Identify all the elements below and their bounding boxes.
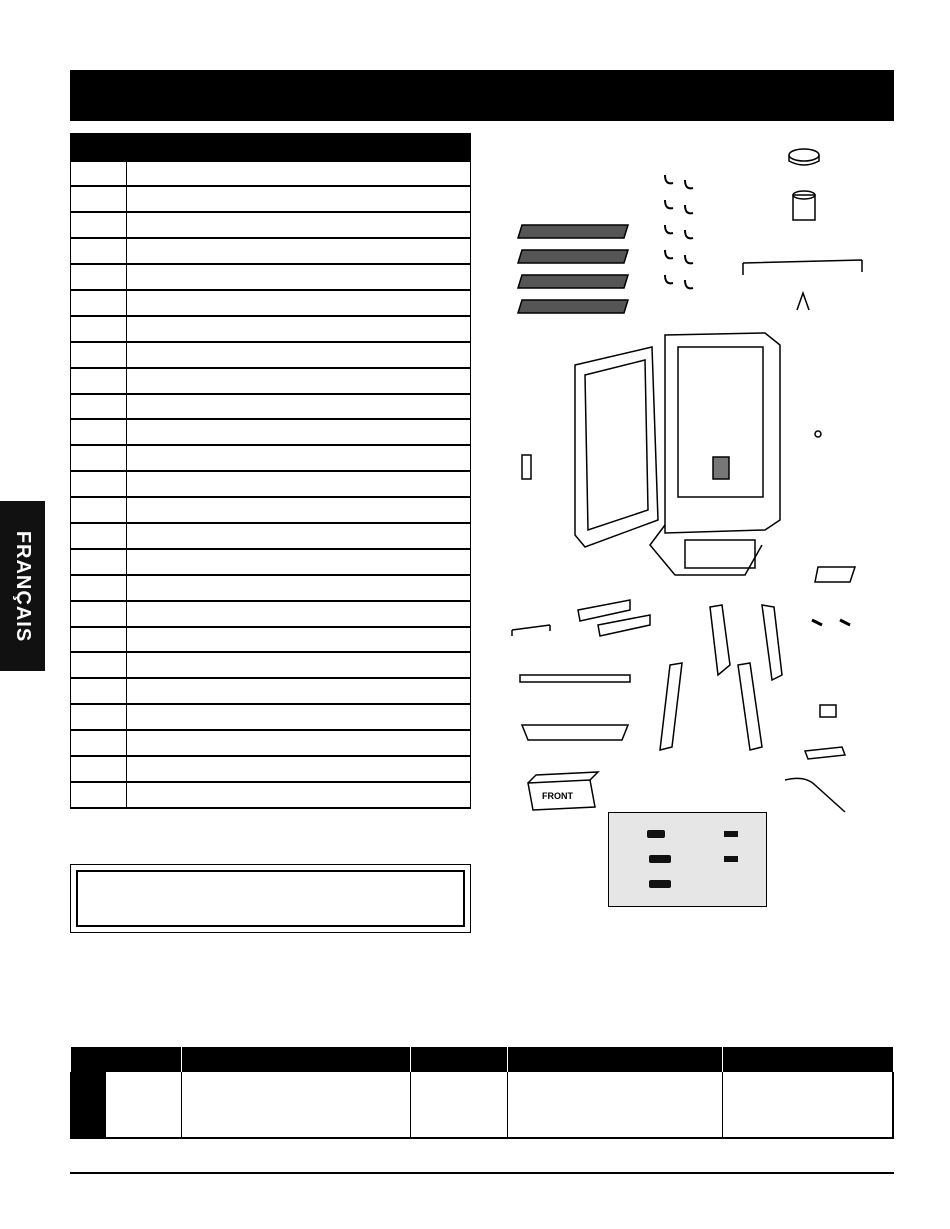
spec-col-2-header xyxy=(181,1047,410,1072)
meat-probe xyxy=(785,778,845,812)
spec-table-header xyxy=(71,1047,893,1072)
smoker-door xyxy=(575,347,658,547)
parts-table-row xyxy=(71,601,471,627)
parts-table-row xyxy=(71,782,471,808)
rib-hooks xyxy=(665,175,693,288)
part-description-cell xyxy=(127,316,471,342)
part-number-cell xyxy=(71,445,127,471)
parts-table-row xyxy=(71,316,471,342)
part-description-cell xyxy=(127,212,471,238)
water-bowl xyxy=(815,567,855,582)
spec-cell xyxy=(507,1072,722,1138)
part-description-cell xyxy=(127,730,471,756)
part-number-cell xyxy=(71,238,127,264)
spec-col-5-header xyxy=(722,1047,893,1072)
part-description-cell xyxy=(127,471,471,497)
cooking-grates xyxy=(518,225,628,313)
parts-table-row xyxy=(71,419,471,445)
parts-table-row xyxy=(71,342,471,368)
part-description-cell xyxy=(127,704,471,730)
part-description-cell xyxy=(127,238,471,264)
part-number-cell xyxy=(71,186,127,212)
part-number-cell xyxy=(71,471,127,497)
door-handle xyxy=(743,260,862,275)
spec-cell xyxy=(105,1072,181,1138)
part-number-cell xyxy=(71,523,127,549)
part-description-cell xyxy=(127,678,471,704)
part-number-cell xyxy=(71,368,127,394)
part-description-cell xyxy=(127,264,471,290)
door-latch xyxy=(522,455,531,479)
exploded-parts-diagram xyxy=(500,135,900,925)
spec-table xyxy=(70,1047,894,1139)
part-number-cell xyxy=(71,601,127,627)
part-number-cell xyxy=(71,316,127,342)
part-number-cell xyxy=(71,264,127,290)
hardware-pack xyxy=(608,812,767,907)
part-description-cell xyxy=(127,601,471,627)
parts-list-table xyxy=(70,133,471,809)
note-box xyxy=(70,864,471,933)
part-number-cell xyxy=(71,730,127,756)
part-number-cell xyxy=(71,678,127,704)
drip-tray xyxy=(522,725,628,740)
note-box-inner xyxy=(76,870,465,927)
parts-table-row xyxy=(71,161,471,187)
wood-chip-trays xyxy=(578,600,650,636)
spec-cell xyxy=(410,1072,507,1138)
language-tab xyxy=(0,501,45,671)
part-number-cell xyxy=(71,290,127,316)
parts-table-row xyxy=(71,471,471,497)
part-description-cell xyxy=(127,549,471,575)
parts-table-row xyxy=(71,549,471,575)
section-title-bar xyxy=(70,70,894,121)
spec-cell xyxy=(181,1072,410,1138)
parts-table-row xyxy=(71,368,471,394)
knob xyxy=(815,431,821,437)
parts-table-row xyxy=(71,652,471,678)
parts-table-row xyxy=(71,678,471,704)
part-description-cell xyxy=(127,627,471,653)
part-description-cell xyxy=(127,756,471,782)
parts-table-row xyxy=(71,186,471,212)
parts-table-row xyxy=(71,394,471,420)
spec-col-3-header xyxy=(410,1047,507,1072)
thermometer xyxy=(820,705,836,717)
parts-table-row xyxy=(71,523,471,549)
parts-table-row xyxy=(71,627,471,653)
parts-table-row xyxy=(71,238,471,264)
damper-cap xyxy=(789,149,819,165)
clips xyxy=(812,620,850,625)
spec-row-marker xyxy=(71,1072,105,1138)
part-number-cell xyxy=(71,704,127,730)
hardware-pack-svg xyxy=(609,813,768,908)
legs xyxy=(660,605,782,750)
parts-table-row xyxy=(71,290,471,316)
part-number-cell xyxy=(71,575,127,601)
parts-table-header xyxy=(71,134,471,161)
parts-col-number-header xyxy=(71,134,127,161)
spec-cell xyxy=(722,1072,893,1138)
parts-table-row xyxy=(71,575,471,601)
parts-table-row xyxy=(71,212,471,238)
heat-deflector xyxy=(520,675,630,682)
parts-table-row xyxy=(71,497,471,523)
part-number-cell xyxy=(71,549,127,575)
front-box-label: FRONT xyxy=(542,791,573,801)
part-description-cell xyxy=(127,290,471,316)
part-description-cell xyxy=(127,394,471,420)
part-number-cell xyxy=(71,212,127,238)
part-number-cell xyxy=(71,419,127,445)
language-tab-label: FRANÇAIS xyxy=(12,530,34,642)
footer-rule xyxy=(70,1172,894,1174)
part-number-cell xyxy=(71,497,127,523)
part-description-cell xyxy=(127,497,471,523)
part-description-cell xyxy=(127,419,471,445)
parts-table-row xyxy=(71,704,471,730)
part-description-cell xyxy=(127,161,471,187)
rod xyxy=(512,625,550,636)
part-description-cell xyxy=(127,652,471,678)
part-number-cell xyxy=(71,756,127,782)
part-description-cell xyxy=(127,523,471,549)
part-description-cell xyxy=(127,575,471,601)
part-description-cell xyxy=(127,186,471,212)
parts-table-row xyxy=(71,756,471,782)
spec-table-row xyxy=(71,1072,893,1138)
part-number-cell xyxy=(71,652,127,678)
parts-diagram-svg xyxy=(500,135,900,925)
part-description-cell xyxy=(127,782,471,808)
part-number-cell xyxy=(71,627,127,653)
parts-table-body xyxy=(71,161,471,808)
bracket xyxy=(797,293,809,310)
smoker-body xyxy=(650,333,780,575)
plate xyxy=(805,747,845,759)
part-description-cell xyxy=(127,342,471,368)
parts-table-row xyxy=(71,730,471,756)
part-description-cell xyxy=(127,445,471,471)
parts-table-row xyxy=(71,264,471,290)
part-number-cell xyxy=(71,782,127,808)
chimney xyxy=(793,191,815,220)
part-number-cell xyxy=(71,161,127,187)
spec-col-4-header xyxy=(507,1047,722,1072)
parts-table-row xyxy=(71,445,471,471)
part-number-cell xyxy=(71,394,127,420)
spec-col-1-header xyxy=(71,1047,181,1072)
part-description-cell xyxy=(127,368,471,394)
parts-col-description-header xyxy=(127,134,471,161)
part-number-cell xyxy=(71,342,127,368)
